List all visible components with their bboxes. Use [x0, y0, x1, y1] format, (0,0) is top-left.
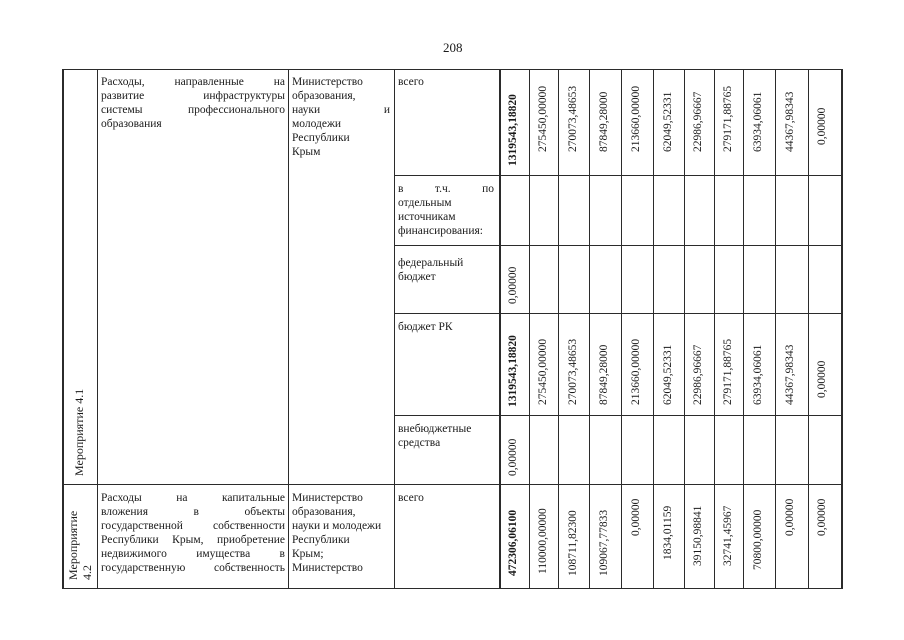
- value-cell: 63934,06061: [752, 91, 764, 152]
- text-line: образования,: [292, 90, 356, 102]
- column-divider: [394, 69, 395, 589]
- value-cell: 62049,52331: [662, 91, 674, 152]
- text-line: молодежи: [292, 118, 342, 130]
- column-divider: [775, 69, 776, 589]
- column-divider: [558, 69, 559, 589]
- text-line: Крым;: [292, 548, 324, 560]
- event-label: Мероприятие 4.1: [72, 388, 86, 476]
- text-line: Республики: [292, 534, 350, 546]
- text-line: 4.2: [80, 565, 94, 580]
- page-number: 208: [443, 40, 463, 55]
- column-divider: [653, 69, 654, 589]
- column-divider: [714, 69, 715, 589]
- funding-source: [398, 182, 494, 238]
- value-cell: 0,00000: [816, 360, 828, 398]
- table-border-top: [62, 69, 842, 70]
- text-line: средства: [398, 437, 441, 449]
- value-cell: 279171,88765: [722, 85, 734, 152]
- column-divider: [97, 69, 98, 589]
- value-cell: 213660,00000: [630, 338, 642, 405]
- value-cell: 110000,00000: [537, 508, 549, 574]
- value-cell: 87849,28000: [598, 344, 610, 405]
- text-line: внебюджетные: [398, 423, 472, 435]
- text-line: Расходы, направленные на: [101, 76, 285, 88]
- value-cell: 279171,88765: [722, 338, 734, 405]
- text-line: развитие инфраструктуры: [101, 90, 285, 102]
- text-line: системы профессионального: [101, 104, 285, 116]
- text-line: образования,: [292, 506, 356, 518]
- text-line: Министерство: [292, 76, 363, 88]
- value-cell: 275450,00000: [537, 338, 549, 405]
- text-line: науки и молодежи: [292, 520, 382, 532]
- value-cell: 63934,06061: [752, 344, 764, 405]
- column-divider: [589, 69, 590, 589]
- value-cell: 44367,98343: [784, 91, 796, 152]
- column-divider: [621, 69, 622, 589]
- column-divider: [62, 69, 64, 589]
- column-divider: [529, 69, 530, 589]
- value-cell: 62049,52331: [662, 344, 674, 405]
- text-line: Крым: [292, 146, 321, 158]
- value-cell: 39150,98841: [692, 505, 704, 566]
- event-divider: [62, 484, 842, 485]
- value-cell: 22986,96667: [692, 344, 704, 405]
- text-line: бюджет: [398, 271, 436, 283]
- value-cell: 109067,77833: [598, 509, 610, 576]
- value-cell: 213660,00000: [630, 85, 642, 152]
- column-divider: [499, 69, 501, 589]
- value-cell: 0,00000: [784, 498, 796, 536]
- text-line: науки и: [292, 104, 390, 116]
- table-border-bottom: [62, 588, 842, 589]
- value-cell: 0,00000: [816, 498, 828, 536]
- text-line: вложения в объекты: [101, 506, 285, 518]
- text-line: федеральный: [398, 257, 464, 269]
- value-cell: 44367,98343: [784, 344, 796, 405]
- column-divider: [288, 69, 289, 589]
- text-line: образования: [101, 118, 162, 130]
- funding-source: всего: [398, 76, 424, 88]
- event-executor: [292, 491, 392, 575]
- value-cell: 87849,28000: [598, 91, 610, 152]
- value-cell: 70800,00000: [752, 509, 764, 570]
- text-line: недвижимого имущества в: [101, 548, 285, 560]
- text-line: в т.ч. по: [398, 183, 494, 195]
- value-cell: 22986,96667: [692, 91, 704, 152]
- value-cell: 1834,01159: [662, 505, 674, 560]
- value-cell: 270073,48653: [567, 338, 579, 405]
- value-cell: 32741,45967: [722, 505, 734, 566]
- value-cell: 275450,00000: [537, 85, 549, 152]
- text-line: государственной собственности: [101, 520, 285, 532]
- value-cell: 0,00000: [507, 438, 519, 476]
- column-divider: [684, 69, 685, 589]
- text-line: Министерство: [292, 492, 363, 504]
- funding-source: всего: [398, 492, 424, 504]
- total-value-cell: 472306,06100: [507, 509, 519, 576]
- funding-source: бюджет РК: [398, 321, 453, 333]
- column-divider: [808, 69, 809, 589]
- text-line: Республики: [292, 132, 350, 144]
- value-cell: 0,00000: [507, 266, 519, 304]
- text-line: Мероприятие: [66, 510, 80, 580]
- text-line: источникам: [398, 211, 456, 223]
- funding-source: [398, 422, 471, 450]
- event-executor: [292, 75, 390, 159]
- total-value-cell: 1319543,18820: [507, 335, 519, 407]
- text-line: отдельным: [398, 197, 452, 209]
- event-label: [66, 511, 94, 580]
- value-cell: 270073,48653: [567, 85, 579, 152]
- event-description: [101, 75, 285, 131]
- text-line: Министерство: [292, 562, 363, 574]
- value-cell: 108711,82300: [567, 510, 579, 576]
- total-value-cell: 1319543,18820: [507, 94, 519, 166]
- text-line: финансирования:: [398, 225, 483, 237]
- event-description: [101, 491, 285, 575]
- value-cell: 0,00000: [816, 107, 828, 145]
- text-line: Расходы на капитальные: [101, 492, 285, 504]
- text-line: государственную собственность: [101, 562, 285, 574]
- text-line: Республики Крым, приобретение: [101, 534, 285, 546]
- funding-source: [398, 256, 463, 284]
- table-border-right: [841, 69, 843, 589]
- column-divider: [743, 69, 744, 589]
- value-cell: 0,00000: [630, 498, 642, 536]
